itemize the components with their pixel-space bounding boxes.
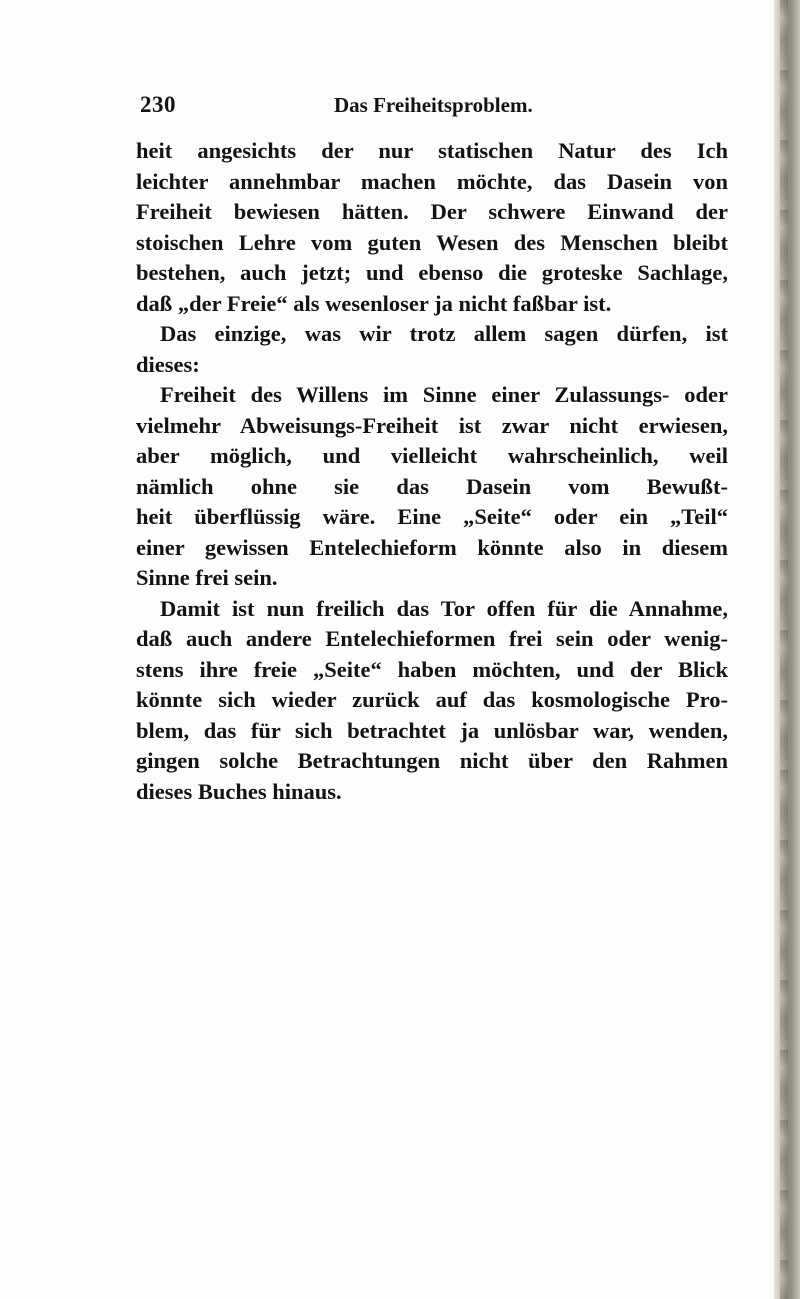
page-number: 230 bbox=[140, 92, 176, 117]
page-header bbox=[124, 92, 749, 122]
text-line: nämlich ohne sie das Dasein vom Bewußt- bbox=[136, 473, 728, 499]
text-line: aber möglich, und vielleicht wahrscheinlich, weil bbox=[136, 443, 728, 468]
text-line: daß auch andere Entelechieformen frei sein oder wenig- bbox=[136, 626, 728, 651]
text-line: gingen solche Betrachtungen nicht über den Rahmen bbox=[136, 748, 728, 773]
paragraph-3 bbox=[136, 380, 728, 594]
text-line: heit überflüssig wäre. Eine „Seite“ oder ein „Teil“ bbox=[136, 504, 728, 529]
running-title: Das Freiheitsproblem. bbox=[334, 93, 533, 117]
text-line: Damit ist nun freilich das Tor offen für die Annahme, bbox=[160, 595, 728, 621]
text-line: blem, das für sich betrachtet ja unlösbar war, wenden, bbox=[136, 717, 728, 743]
text-line: bestehen, auch jetzt; und ebenso die groteske Sachlage, bbox=[136, 260, 728, 285]
paragraph-2 bbox=[136, 319, 728, 380]
page-edge-shadow bbox=[774, 0, 800, 1299]
text-line: Freiheit bewiesen hätten. Der schwere Einwand der bbox=[136, 199, 728, 224]
text-line: einer gewissen Entelechieform könnte also in diesem bbox=[136, 534, 728, 560]
text-line: dieses Buches hinaus. bbox=[136, 778, 342, 804]
paragraph-4 bbox=[136, 594, 728, 808]
text-line: stens ihre freie „Seite“ haben möchten, und der Blick bbox=[136, 656, 728, 682]
text-line: daß „der Freie“ als wesenloser ja nicht faßbar ist. bbox=[136, 290, 612, 316]
text-line: vielmehr Abweisungs-Freiheit ist zwar nicht erwiesen, bbox=[136, 412, 728, 438]
text-line: Sinne frei sein. bbox=[136, 565, 278, 590]
text-line: könnte sich wieder zurück auf das kosmologische Pro- bbox=[136, 687, 728, 712]
text-line: heit angesichts der nur statischen Natur des Ich bbox=[136, 138, 728, 163]
text-line: dieses: bbox=[136, 351, 200, 377]
text-line: stoischen Lehre vom guten Wesen des Menschen bleibt bbox=[136, 229, 728, 255]
paragraph-1 bbox=[136, 136, 728, 319]
text-line: Freiheit des Willens im Sinne einer Zulassungs- oder bbox=[160, 382, 728, 407]
text-line: leichter annehmbar machen möchte, das Dasein von bbox=[136, 168, 728, 194]
text-line: Das einzige, was wir trotz allem sagen dürfen, ist bbox=[160, 321, 728, 346]
body-text bbox=[136, 136, 728, 807]
